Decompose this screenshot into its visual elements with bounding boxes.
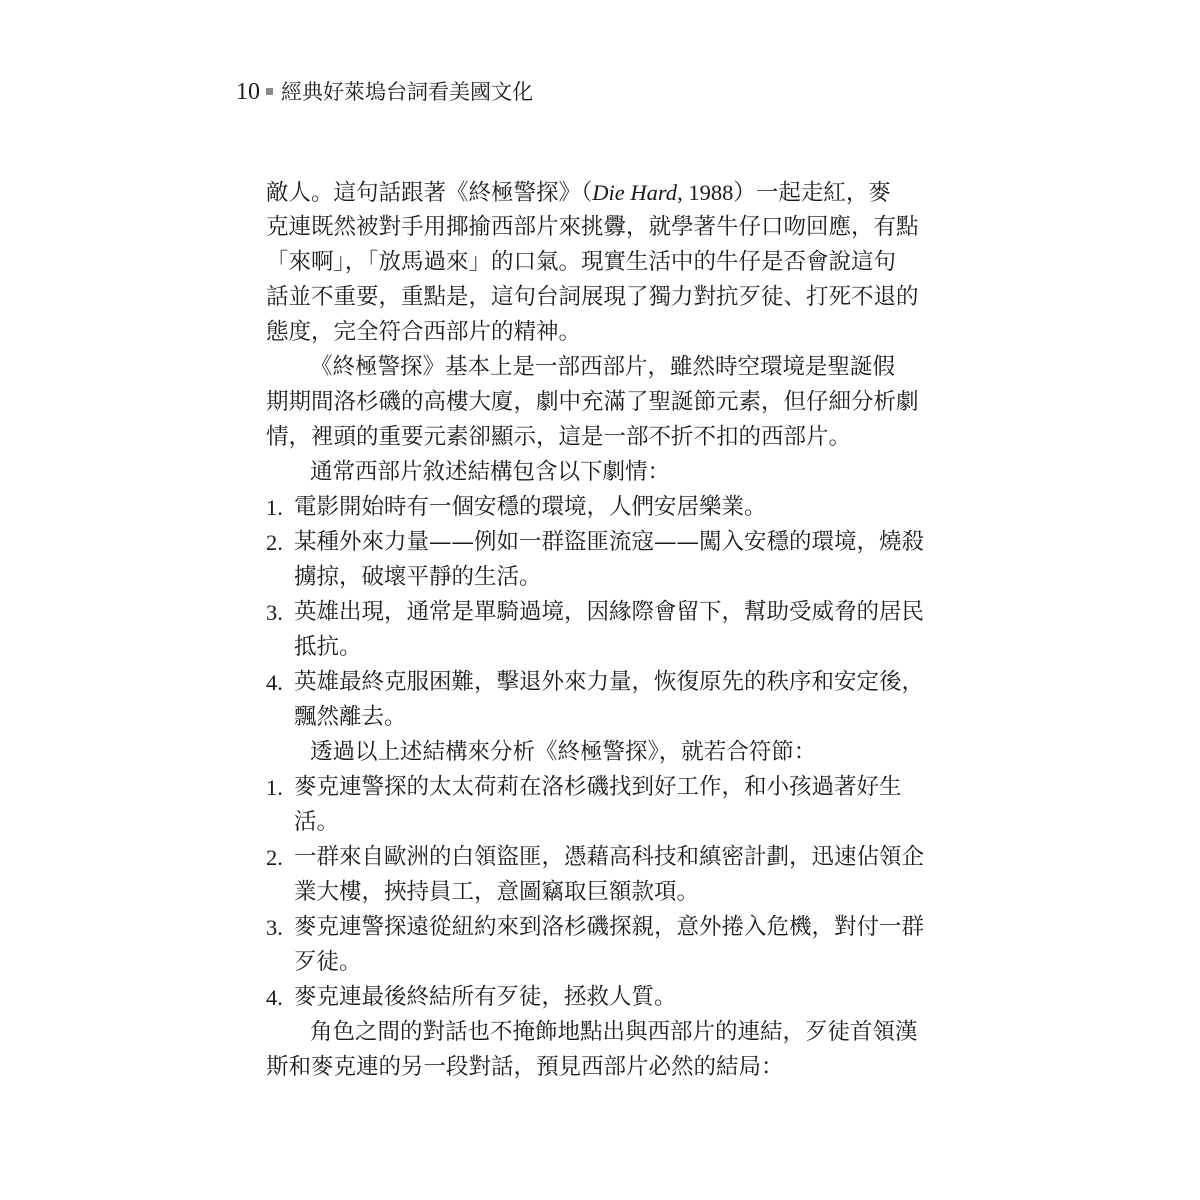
paragraph-2 — [266, 350, 919, 455]
list-item — [266, 770, 906, 840]
list-number: 1. — [266, 495, 283, 520]
list-number: 4. — [266, 670, 283, 695]
running-title: 經典好萊塢台詞看美國文化 — [281, 80, 533, 104]
text-line: 擄掠，破壞平靜的生活。 — [294, 564, 542, 590]
text-line: 電影開始時有一個安穩的環境，人們安居樂業。 — [294, 494, 767, 520]
text-line: 麥克連最後終結所有歹徒，拯救人質。 — [294, 984, 677, 1010]
square-bullet-icon — [266, 88, 273, 95]
paragraph-5 — [266, 1015, 918, 1085]
text-segment: 敵人。這句話跟著《終極警探》（ — [266, 180, 593, 206]
list-item — [266, 525, 925, 595]
text-line — [266, 175, 906, 210]
western-structure-list — [266, 490, 925, 735]
text-line: 麥克連警探遠從紐約來到洛杉磯探親，意外捲入危機，對付一群 — [294, 914, 925, 940]
text-line: 飄然離去。 — [294, 704, 407, 730]
list-number: 3. — [266, 915, 283, 940]
list-number: 1. — [266, 775, 283, 800]
text-line: 麥克連警探的太太荷莉在洛杉磯找到好工作，和小孩過著好生 — [294, 774, 902, 800]
text-line: 《終極警探》基本上是一部西部片，雖然時空環境是聖誕假 — [310, 354, 896, 380]
paragraph-1 — [266, 175, 919, 350]
list-item — [266, 665, 925, 735]
text-line: 態度，完全符合西部片的精神。 — [266, 319, 582, 345]
text-line: 活。 — [294, 809, 340, 835]
text-line: 英雄最終克服困難，擊退外來力量，恢復原先的秩序和安定後， — [294, 669, 925, 695]
text-line: 業大樓，挾持員工，意圖竊取巨額款項。 — [294, 879, 700, 905]
text-line: 一群來自歐洲的白領盜匪，憑藉高科技和縝密計劃，迅速佔領企 — [294, 844, 925, 870]
text-line: 期期間洛杉磯的高樓大廈，劇中充滿了聖誕節元素，但仔細分析劇 — [266, 389, 919, 415]
list-number: 2. — [266, 530, 283, 555]
text-line: 情，裡頭的重要元素卻顯示，這是一部不折不扣的西部片。 — [266, 424, 852, 450]
text-line: 角色之間的對話也不掩飾地點出與西部片的連結，歹徒首領漢 — [310, 1019, 918, 1045]
text-segment: ）一起走紅，麥 — [733, 180, 891, 206]
text-line: 「來啊」，「放馬過來」的口氣。現實生活中的牛仔是否會說這句 — [266, 249, 897, 275]
text-line: 某種外來力量——例如一群盜匪流寇——闖入安穩的環境，燒殺 — [294, 529, 925, 555]
body-text — [266, 175, 925, 1085]
list-number: 2. — [266, 845, 283, 870]
die-hard-structure-list — [266, 770, 925, 1015]
text-line: 克連既然被對手用揶揄西部片來挑釁，就學著牛仔口吻回應，有點 — [266, 214, 919, 240]
film-title-english: Die Hard — [592, 180, 678, 205]
running-header — [236, 78, 533, 106]
text-line: 抵抗。 — [294, 634, 362, 660]
list-item — [266, 840, 925, 910]
text-line: 英雄出現，通常是單騎過境，因緣際會留下，幫助受威脅的居民 — [294, 599, 925, 625]
list-item — [266, 910, 925, 980]
film-year: , 1988 — [677, 180, 734, 205]
text-line: 斯和麥克連的另一段對話，預見西部片必然的結局： — [266, 1054, 784, 1080]
text-line: 話並不重要，重點是，這句台詞展現了獨力對抗歹徒、打死不退的 — [266, 284, 919, 310]
list-number: 4. — [266, 985, 283, 1010]
page-number: 10 — [236, 79, 260, 105]
paragraph-4: 透過以上述結構來分析《終極警探》，就若合符節： — [310, 739, 817, 765]
list-item — [266, 980, 906, 1015]
text-line: 歹徒。 — [294, 949, 362, 975]
list-number: 3. — [266, 600, 283, 625]
list-item — [266, 490, 906, 525]
list-item — [266, 595, 925, 665]
paragraph-3: 通常西部片敘述結構包含以下劇情： — [310, 459, 671, 485]
